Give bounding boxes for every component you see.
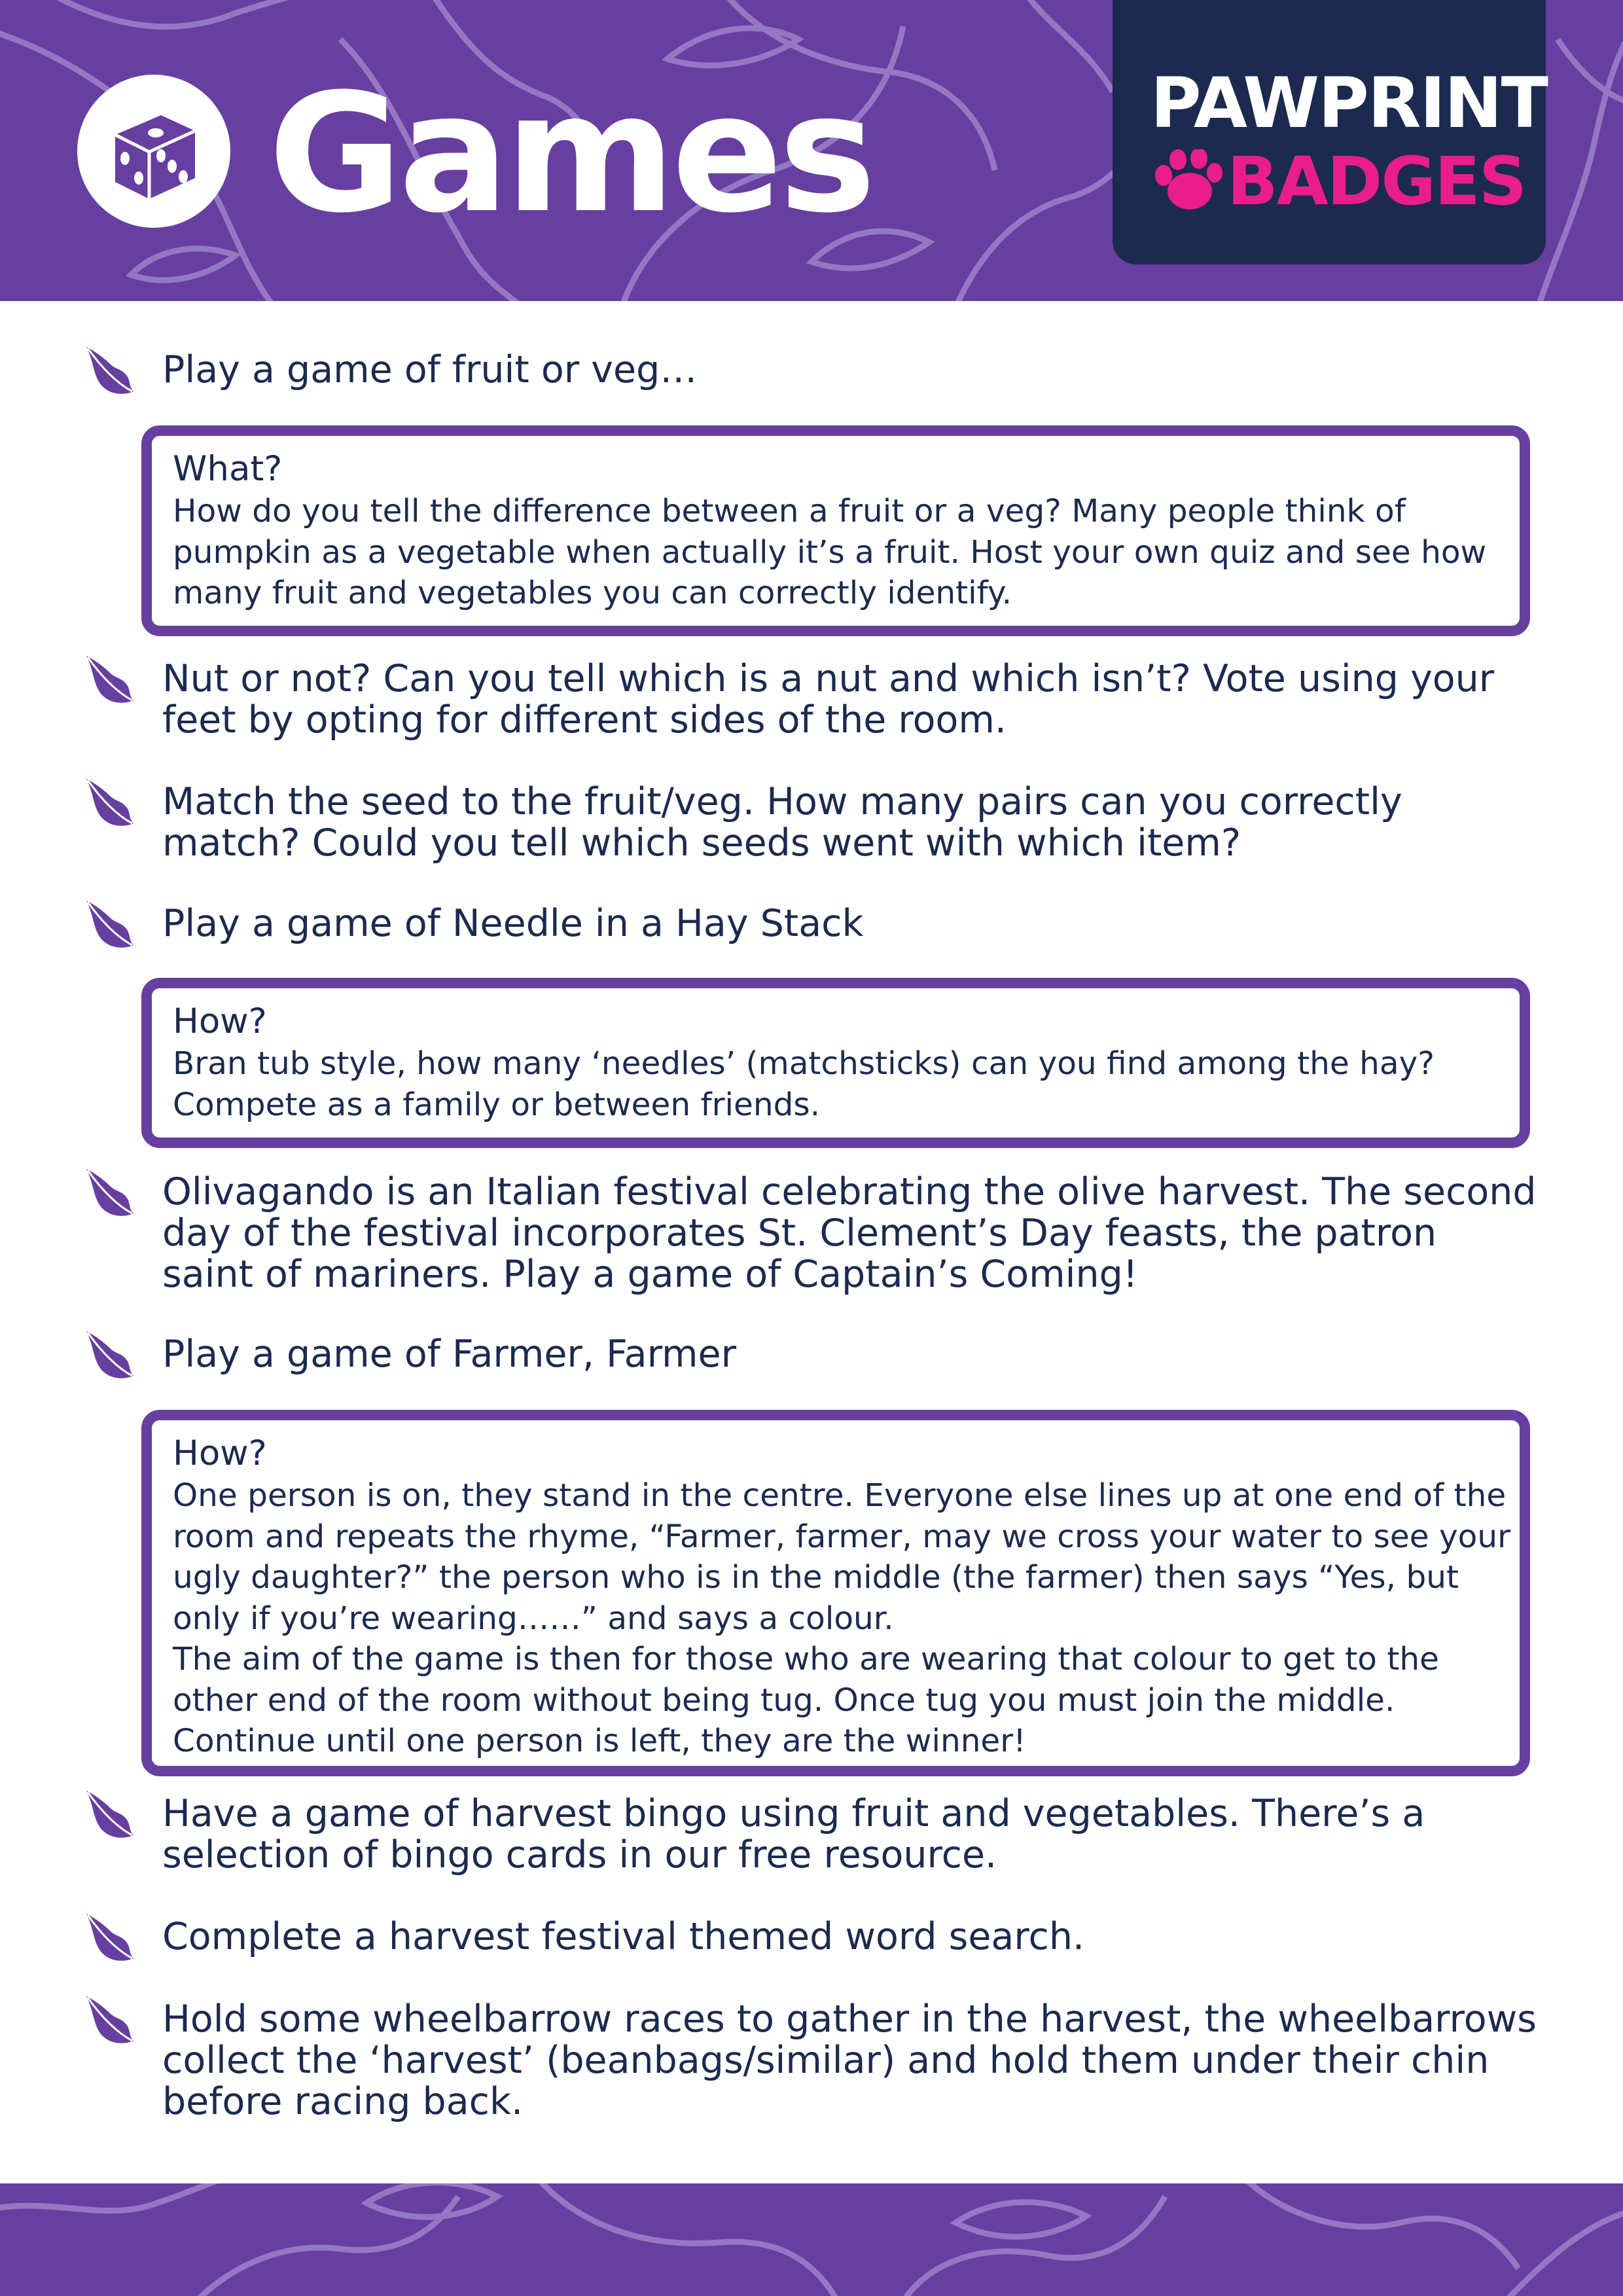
leaf-icon	[81, 775, 136, 830]
page-title: Games	[268, 58, 872, 249]
logo-text-badges: BADGES	[1227, 143, 1526, 221]
footer-banner	[0, 2183, 1623, 2296]
list-item: Play a game of fruit or veg…	[162, 348, 698, 391]
info-box-title: How?	[173, 1001, 267, 1041]
leaf-pattern-background	[0, 2183, 1623, 2296]
list-item: Olivagando is an Italian festival celebrating the olive harvest. The second day of the festival incorporates St. Clement’s Day feasts, the patron saint of mariners. Play a game of Captain’s Coming!	[162, 1170, 1537, 1296]
leaf-icon	[81, 897, 136, 952]
list-item: Have a game of harvest bingo using fruit and vegetables. There’s a selection of bingo cards in our free resource.	[162, 1792, 1425, 1876]
list-item: Play a game of Needle in a Hay Stack	[162, 902, 864, 945]
list-item: Match the seed to the fruit/veg. How many pairs can you correctly match? Could you tell which seeds went with which item?	[162, 780, 1402, 865]
pawprint-badges-logo	[1113, 0, 1546, 264]
games-list	[0, 301, 1623, 2183]
leaf-icon	[81, 343, 136, 398]
info-box-title: What?	[173, 449, 283, 489]
list-item: Nut or not? Can you tell which is a nut and which isn’t? Vote using your feet by opting for different sides of the room.	[162, 657, 1495, 742]
leaf-icon	[81, 1165, 136, 1220]
info-box-what	[141, 425, 1530, 636]
paw-icon	[1152, 149, 1224, 215]
dice-icon	[77, 75, 230, 228]
info-box-body: How do you tell the difference between a fruit or a veg? Many people think of pumpkin as a vegetable when actually it’s a fruit. Host your own quiz and see how many fruit and vegetables you can correctly identify.	[173, 493, 1487, 611]
info-box-body: The aim of the game is then for those who are wearing that colour to get to the other end of the room without being tug. Once tug you must join the middle. Continue until one person is left, they are the winner!	[173, 1641, 1439, 1759]
info-box-body: Bran tub style, how many ‘needles’ (matchsticks) can you find among the hay? Compete as a family or between friends.	[173, 1045, 1435, 1123]
list-item: Hold some wheelbarrow races to gather in the harvest, the wheelbarrows collect the ‘harvest’ (beanbags/similar) and hold them under their chin before racing back.	[162, 1998, 1537, 2123]
info-box-title: How?	[173, 1433, 267, 1473]
dice-badge	[77, 75, 230, 228]
info-box-how	[141, 1410, 1530, 1776]
leaf-icon	[81, 1787, 136, 1842]
info-box-how	[141, 978, 1530, 1148]
logo-text-pawprint: PAWPRINT	[1150, 63, 1547, 143]
leaf-icon	[81, 652, 136, 707]
info-box-body: One person is on, they stand in the centre. Everyone else lines up at one end of the room and repeats the rhyme, “Farmer, farmer, may we cross your water to see your ugly daughter?” the person who is in the middle (the farmer) then says “Yes, but only if you’re wearing……” and says a colour.	[173, 1477, 1511, 1637]
header-banner	[0, 0, 1623, 301]
leaf-icon	[81, 1327, 136, 1382]
list-item: Play a game of Farmer, Farmer	[162, 1333, 737, 1376]
list-item: Complete a harvest festival themed word search.	[162, 1915, 1085, 1958]
leaf-icon	[81, 1992, 136, 2047]
leaf-icon	[81, 1910, 136, 1965]
